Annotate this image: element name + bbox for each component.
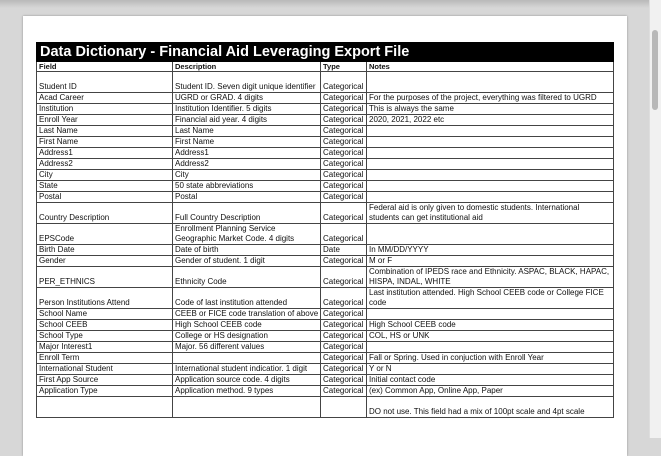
data-dictionary-table: [36, 42, 614, 418]
document-page: [23, 16, 627, 456]
cell-description: Date of birth: [173, 245, 321, 256]
cell-field: PER_ETHNICS: [37, 267, 173, 288]
cell-type: Categorical: [321, 288, 367, 309]
column-header-notes: Notes: [367, 62, 614, 72]
cell-type: Categorical: [321, 93, 367, 104]
cell-description: Enrollment Planning Service Geographic Market Code. 4 digits: [173, 224, 321, 245]
table-row: [37, 320, 614, 331]
cell-description: [173, 397, 321, 418]
cell-description: Postal: [173, 192, 321, 203]
cell-type: Categorical: [321, 126, 367, 137]
cell-description: [173, 353, 321, 364]
table-row: [37, 224, 614, 245]
table-row: [37, 115, 614, 126]
cell-type: Categorical: [321, 104, 367, 115]
cell-notes: Federal aid is only given to domestic students. International students can get institutional aid: [367, 203, 614, 224]
cell-type: Categorical: [321, 267, 367, 288]
cell-notes: Combination of IPEDS race and Ethnicity. ASPAC, BLACK, HAPAC, HISPA, INDAL, WHITE: [367, 267, 614, 288]
cell-field: State: [37, 181, 173, 192]
cell-type: Categorical: [321, 72, 367, 93]
cell-notes: [367, 309, 614, 320]
cell-type: Categorical: [321, 192, 367, 203]
cell-field: Acad Career: [37, 93, 173, 104]
cell-field: [37, 397, 173, 418]
cell-type: Categorical: [321, 256, 367, 267]
cell-description: Full Country Description: [173, 203, 321, 224]
cell-field: Person Institutions Attend: [37, 288, 173, 309]
cell-notes: 2020, 2021, 2022 etc: [367, 115, 614, 126]
cell-type: Categorical: [321, 309, 367, 320]
cell-description: Gender of student. 1 digit: [173, 256, 321, 267]
table-row: [37, 159, 614, 170]
cell-field: Birth Date: [37, 245, 173, 256]
cell-description: CEEB or FICE code translation of above: [173, 309, 321, 320]
cell-notes: DO not use. This field had a mix of 100pt scale and 4pt scale: [367, 397, 614, 418]
cell-notes: M or F: [367, 256, 614, 267]
cell-field: Address2: [37, 159, 173, 170]
table-row: [37, 267, 614, 288]
table-row: [37, 192, 614, 203]
cell-field: First App Source: [37, 375, 173, 386]
cell-field: Gender: [37, 256, 173, 267]
table-row: [37, 342, 614, 353]
cell-description: City: [173, 170, 321, 181]
cell-type: Categorical: [321, 115, 367, 126]
table-row: [37, 170, 614, 181]
cell-type: [321, 397, 367, 418]
cell-notes: [367, 192, 614, 203]
table-row: [37, 364, 614, 375]
cell-type: Categorical: [321, 375, 367, 386]
cell-notes: [367, 148, 614, 159]
cell-notes: [367, 170, 614, 181]
table-row: [37, 181, 614, 192]
cell-notes: Y or N: [367, 364, 614, 375]
cell-description: College or HS designation: [173, 331, 321, 342]
table-row: [37, 288, 614, 309]
table-row: [37, 72, 614, 93]
table-row: [37, 375, 614, 386]
document-title: Data Dictionary - Financial Aid Leveraging Export File: [37, 43, 614, 62]
cell-type: Categorical: [321, 148, 367, 159]
cell-description: Code of last institution attended: [173, 288, 321, 309]
table-row: [37, 245, 614, 256]
cell-notes: High School CEEB code: [367, 320, 614, 331]
cell-notes: For the purposes of the project, everything was filtered to UGRD: [367, 93, 614, 104]
table-row: [37, 331, 614, 342]
cell-field: Major Interest1: [37, 342, 173, 353]
cell-type: Categorical: [321, 353, 367, 364]
cell-description: Address2: [173, 159, 321, 170]
cell-field: International Student: [37, 364, 173, 375]
table-row: [37, 137, 614, 148]
column-header-description: Description: [173, 62, 321, 72]
cell-field: Country Description: [37, 203, 173, 224]
cell-description: 50 state abbreviations: [173, 181, 321, 192]
cell-description: Ethnicity Code: [173, 267, 321, 288]
table-row: [37, 256, 614, 267]
table-row: [37, 309, 614, 320]
cell-description: Institution Identifier. 5 digits: [173, 104, 321, 115]
table-row: [37, 353, 614, 364]
cell-field: Enroll Year: [37, 115, 173, 126]
cell-notes: Last institution attended. High School CEEB code or College FICE code: [367, 288, 614, 309]
cell-field: Address1: [37, 148, 173, 159]
cell-description: Financial aid year. 4 digits: [173, 115, 321, 126]
cell-description: Application source code. 4 digits: [173, 375, 321, 386]
cell-description: Address1: [173, 148, 321, 159]
cell-type: Categorical: [321, 181, 367, 192]
cell-type: Categorical: [321, 159, 367, 170]
column-header-type: Type: [321, 62, 367, 72]
cell-type: Categorical: [321, 224, 367, 245]
vertical-scrollbar[interactable]: [649, 0, 661, 438]
cell-notes: In MM/DD/YYYY: [367, 245, 614, 256]
cell-description: High School CEEB code: [173, 320, 321, 331]
cell-field: Student ID: [37, 72, 173, 93]
cell-description: Last Name: [173, 126, 321, 137]
table-row: [37, 148, 614, 159]
cell-field: First Name: [37, 137, 173, 148]
cell-notes: This is always the same: [367, 104, 614, 115]
cell-description: Student ID. Seven digit unique identifier: [173, 72, 321, 93]
cell-field: Postal: [37, 192, 173, 203]
cell-field: City: [37, 170, 173, 181]
cell-field: Enroll Term: [37, 353, 173, 364]
scrollbar-thumb[interactable]: [652, 30, 658, 110]
cell-notes: [367, 159, 614, 170]
cell-field: Institution: [37, 104, 173, 115]
column-header-field: Field: [37, 62, 173, 72]
cell-field: Last Name: [37, 126, 173, 137]
cell-type: Categorical: [321, 386, 367, 397]
cell-type: Categorical: [321, 320, 367, 331]
cell-notes: Initial contact code: [367, 375, 614, 386]
cell-field: School Name: [37, 309, 173, 320]
cell-field: EPSCode: [37, 224, 173, 245]
cell-notes: COL, HS or UNK: [367, 331, 614, 342]
cell-notes: [367, 342, 614, 353]
table-row: [37, 203, 614, 224]
cell-description: Major. 56 different values: [173, 342, 321, 353]
cell-field: School CEEB: [37, 320, 173, 331]
cell-type: Date: [321, 245, 367, 256]
cell-notes: [367, 126, 614, 137]
cell-description: First Name: [173, 137, 321, 148]
cell-type: Categorical: [321, 342, 367, 353]
cell-notes: [367, 224, 614, 245]
table-row: [37, 126, 614, 137]
cell-type: Categorical: [321, 137, 367, 148]
cell-description: International student indicatior. 1 digit: [173, 364, 321, 375]
cell-field: School Type: [37, 331, 173, 342]
cell-type: Categorical: [321, 331, 367, 342]
table-row: [37, 104, 614, 115]
cell-description: UGRD or GRAD. 4 digits: [173, 93, 321, 104]
table-row: [37, 397, 614, 418]
table-row: [37, 93, 614, 104]
cell-type: Categorical: [321, 170, 367, 181]
cell-notes: [367, 72, 614, 93]
cell-type: Categorical: [321, 203, 367, 224]
cell-notes: Fall or Spring. Used in conjuction with Enroll Year: [367, 353, 614, 364]
cell-notes: (ex) Common App, Online App, Paper: [367, 386, 614, 397]
cell-description: Application method. 9 types: [173, 386, 321, 397]
cell-notes: [367, 137, 614, 148]
column-header-row: [37, 62, 614, 72]
table-row: [37, 386, 614, 397]
cell-type: Categorical: [321, 364, 367, 375]
cell-field: Application Type: [37, 386, 173, 397]
cell-notes: [367, 181, 614, 192]
viewer-top-shade: [0, 0, 650, 8]
